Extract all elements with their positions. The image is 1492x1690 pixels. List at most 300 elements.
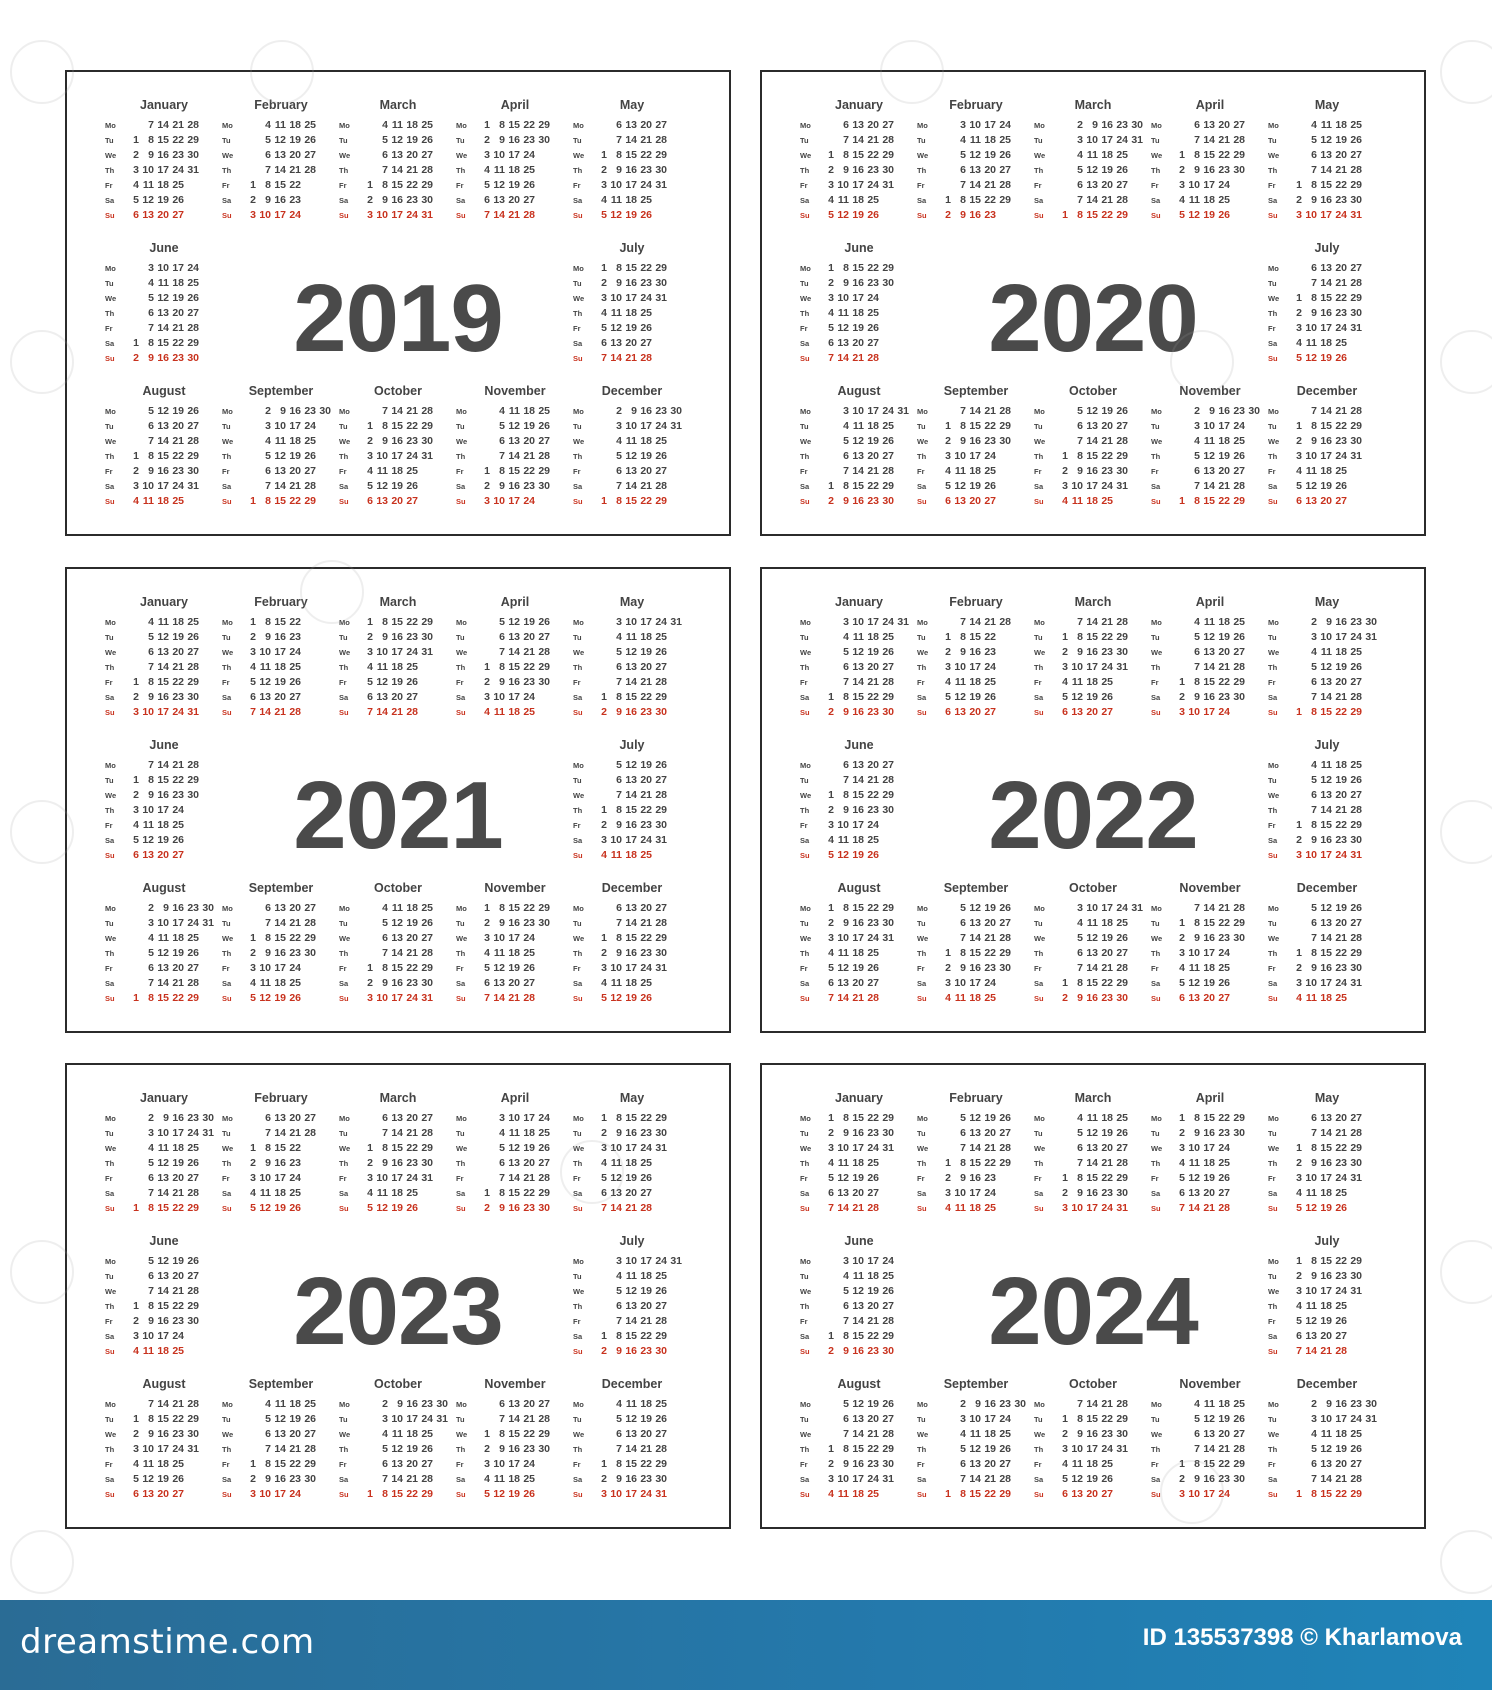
date-cell: 13: [157, 1270, 169, 1282]
date-cell: 5: [1296, 1202, 1302, 1214]
date-cell: 10: [852, 405, 864, 417]
weekday-row: [1034, 1427, 1152, 1442]
weekday-row: [917, 118, 1035, 133]
watermark-mark: [10, 800, 74, 864]
date-cell: 4: [1062, 1458, 1068, 1470]
date-cell: 17: [625, 834, 637, 846]
date-cell: 29: [999, 1488, 1011, 1500]
weekday-row: [1151, 675, 1269, 690]
weekday-label: Sa: [222, 482, 232, 491]
date-cell: 7: [616, 917, 622, 929]
date-cell: 7: [148, 119, 154, 131]
date-cell: 12: [625, 1413, 637, 1425]
month-name: February: [949, 98, 1003, 112]
date-cell: 6: [1311, 149, 1317, 161]
date-cell: 10: [493, 1458, 505, 1470]
date-cell: 16: [1203, 164, 1215, 176]
date-cell: 22: [172, 337, 184, 349]
month-block-april: [456, 1091, 574, 1219]
date-cell: 3: [843, 616, 849, 628]
date-cell: 20: [172, 420, 184, 432]
weekday-row: [456, 133, 574, 148]
date-cell: 12: [1320, 774, 1332, 786]
weekday-row: [917, 163, 1035, 178]
date-cell: 1: [601, 1112, 607, 1124]
date-cell: 20: [1203, 1187, 1215, 1199]
weekday-label: Sa: [456, 693, 466, 702]
watermark-mark: [1440, 330, 1492, 394]
weekday-row: [1151, 434, 1269, 449]
date-cell: 11: [508, 1127, 520, 1139]
date-cell: 15: [274, 495, 286, 507]
date-cell: 13: [610, 337, 622, 349]
date-cell: 18: [1101, 917, 1113, 929]
date-cell: 14: [157, 322, 169, 334]
date-cell: 24: [523, 149, 535, 161]
date-cell: 24: [640, 834, 652, 846]
date-cell: 29: [655, 932, 667, 944]
date-cell: 27: [1218, 992, 1230, 1004]
weekday-label: Th: [573, 166, 583, 175]
weekday-row: [1268, 306, 1386, 321]
date-cell: 4: [1179, 194, 1185, 206]
date-cell: 15: [157, 774, 169, 786]
date-cell: 19: [1320, 1315, 1332, 1327]
weekday-row: [222, 1141, 340, 1156]
date-cell: 4: [843, 631, 849, 643]
date-cell: 28: [187, 977, 199, 989]
date-cell: 9: [843, 1345, 849, 1357]
month-name: November: [484, 384, 546, 398]
date-cell: 10: [1305, 977, 1317, 989]
month-block-september: [222, 881, 340, 1009]
date-cell: 16: [391, 977, 403, 989]
date-cell: 9: [148, 789, 154, 801]
date-cell: 11: [493, 1473, 505, 1485]
weekday-label: Sa: [1268, 196, 1278, 205]
date-cell: 15: [157, 337, 169, 349]
date-cell: 11: [142, 495, 154, 507]
date-cell: 24: [999, 119, 1011, 131]
date-cell: 26: [640, 322, 652, 334]
weekday-label: Mo: [105, 618, 116, 627]
date-cell: 9: [1092, 119, 1098, 131]
weekday-label: Sa: [1034, 1475, 1044, 1484]
date-cell: 14: [493, 992, 505, 1004]
weekday-label: Fr: [1151, 1460, 1159, 1469]
date-cell: 15: [969, 631, 981, 643]
date-cell: 7: [1311, 405, 1317, 417]
date-cell: 3: [1077, 902, 1083, 914]
date-cell: 2: [133, 789, 139, 801]
weekday-label: Mo: [1268, 264, 1279, 273]
weekday-row: [1151, 494, 1269, 509]
watermark-mark: [10, 40, 74, 104]
date-cell: 26: [882, 435, 894, 447]
date-cell: 30: [1350, 435, 1362, 447]
weekday-row: [573, 833, 691, 848]
weekday-label: We: [573, 648, 585, 657]
date-cell: 30: [421, 435, 433, 447]
date-cell: 30: [1233, 691, 1245, 703]
date-cell: 26: [1116, 1127, 1128, 1139]
date-cell: 13: [274, 1112, 286, 1124]
date-cell: 18: [1335, 759, 1347, 771]
date-cell: 21: [406, 1127, 418, 1139]
weekday-row: [573, 788, 691, 803]
weekday-row: [800, 494, 918, 509]
date-cell: 3: [1296, 322, 1302, 334]
date-cell: 1: [133, 1202, 139, 1214]
weekday-label: Tu: [456, 1129, 465, 1138]
date-cell: 9: [148, 352, 154, 364]
weekday-label: Sa: [573, 1332, 583, 1341]
date-cell: 5: [1296, 1315, 1302, 1327]
date-cell: 22: [984, 420, 996, 432]
weekday-label: Mo: [800, 1257, 811, 1266]
date-cell: 4: [616, 1270, 622, 1282]
date-cell: 28: [999, 932, 1011, 944]
date-cell: 22: [640, 932, 652, 944]
weekday-row: [573, 991, 691, 1006]
date-cell: 4: [1077, 149, 1083, 161]
date-cell: 21: [172, 977, 184, 989]
date-cell: 20: [640, 1428, 652, 1440]
date-cell: 20: [1320, 495, 1332, 507]
date-cell: 2: [945, 1172, 951, 1184]
date-cell: 9: [1194, 932, 1200, 944]
date-cell: 5: [601, 992, 607, 1004]
date-cell: 22: [1335, 1488, 1347, 1500]
weekday-label: Sa: [573, 979, 583, 988]
weekday-row: [105, 1299, 223, 1314]
date-cell: 16: [625, 706, 637, 718]
date-cell: 17: [1203, 1488, 1215, 1500]
date-cell: 30: [421, 631, 433, 643]
weekday-row: [339, 1442, 457, 1457]
date-cell: 10: [625, 1255, 637, 1267]
date-cell: 17: [640, 616, 652, 628]
date-cell: 10: [142, 804, 154, 816]
date-cell: 15: [1203, 495, 1215, 507]
weekday-label: Su: [573, 1347, 583, 1356]
date-cell: 29: [421, 962, 433, 974]
month-block-september: [222, 1377, 340, 1505]
date-cell: 17: [391, 992, 403, 1004]
date-cell: 3: [1296, 849, 1302, 861]
date-cell: 21: [640, 917, 652, 929]
date-cell: 9: [1194, 1127, 1200, 1139]
date-cell: 13: [157, 646, 169, 658]
month-name: January: [140, 98, 188, 112]
date-cell: 29: [1350, 706, 1362, 718]
date-cell: 1: [828, 262, 834, 274]
date-cell: 25: [655, 1270, 667, 1282]
date-cell: 11: [391, 1428, 403, 1440]
weekday-row: [800, 419, 918, 434]
date-cell: 3: [843, 1255, 849, 1267]
date-cell: 22: [289, 495, 301, 507]
month-name: August: [837, 881, 881, 895]
date-cell: 22: [867, 1112, 879, 1124]
date-cell: 14: [969, 616, 981, 628]
month-name: March: [1074, 1091, 1112, 1105]
date-cell: 5: [250, 1202, 256, 1214]
date-cell: 20: [1101, 420, 1113, 432]
weekday-row: [800, 991, 918, 1006]
date-cell: 18: [172, 277, 184, 289]
weekday-row: [1034, 615, 1152, 630]
weekday-row: [339, 1472, 457, 1487]
weekday-label: Su: [1268, 851, 1278, 860]
weekday-label: We: [105, 1144, 117, 1153]
date-cell: 19: [172, 1157, 184, 1169]
date-cell: 14: [852, 1315, 864, 1327]
month-block-june: [105, 241, 223, 369]
date-cell: 9: [843, 706, 849, 718]
date-cell: 13: [1320, 676, 1332, 688]
weekday-label: Fr: [339, 1460, 347, 1469]
weekday-label: Su: [1268, 1204, 1278, 1213]
weekday-row: [917, 675, 1035, 690]
weekday-row: [917, 1397, 1035, 1412]
date-cell: 16: [274, 947, 286, 959]
date-cell: 27: [289, 691, 301, 703]
date-cell: 21: [289, 164, 301, 176]
date-cell: 20: [289, 465, 301, 477]
date-cell: 8: [499, 119, 505, 131]
date-cell: 22: [1218, 1112, 1230, 1124]
date-cell: 14: [508, 450, 520, 462]
calendar-card-2020: [760, 70, 1426, 536]
weekday-label: Tu: [917, 422, 926, 431]
date-cell: 23: [1218, 164, 1230, 176]
date-cell: 28: [1116, 962, 1128, 974]
date-cell: 13: [391, 932, 403, 944]
date-cell: 28: [304, 480, 316, 492]
weekday-label: Mo: [800, 761, 811, 770]
date-cell: 4: [1194, 1398, 1200, 1410]
weekday-row: [456, 645, 574, 660]
month-name: December: [601, 1377, 663, 1391]
weekday-label: We: [1268, 1144, 1280, 1153]
date-cell: 31: [1350, 1172, 1362, 1184]
date-cell: 23: [1335, 1157, 1347, 1169]
weekday-label: Su: [456, 1204, 466, 1213]
date-cell: 6: [265, 465, 271, 477]
weekday-label: Tu: [339, 422, 348, 431]
date-cell: 1: [250, 1142, 256, 1154]
weekday-label: Fr: [1034, 678, 1042, 687]
weekday-row: [1034, 479, 1152, 494]
weekday-row: [800, 705, 918, 720]
date-cell: 29: [1233, 495, 1245, 507]
weekday-row: [105, 1397, 223, 1412]
date-cell: 30: [999, 435, 1011, 447]
date-cell: 3: [1062, 1202, 1068, 1214]
weekday-row: [222, 1457, 340, 1472]
date-cell: 30: [1116, 646, 1128, 658]
date-cell: 29: [187, 337, 199, 349]
date-cell: 12: [852, 435, 864, 447]
date-cell: 16: [1335, 1398, 1347, 1410]
brand-logo[interactable]: dreamstime.com: [20, 1622, 315, 1662]
date-cell: 23: [1101, 646, 1113, 658]
date-cell: 5: [484, 962, 490, 974]
date-cell: 19: [157, 834, 169, 846]
calendar-card-2023: [65, 1063, 731, 1529]
date-cell: 22: [1101, 1413, 1113, 1425]
weekday-row: [1034, 434, 1152, 449]
weekday-label: Th: [105, 452, 115, 461]
date-cell: 11: [142, 179, 154, 191]
date-cell: 8: [148, 1202, 154, 1214]
weekday-row: [105, 803, 223, 818]
date-cell: 13: [259, 691, 271, 703]
weekday-row: [339, 1126, 457, 1141]
date-cell: 30: [655, 819, 667, 831]
date-cell: 29: [882, 480, 894, 492]
date-cell: 11: [142, 1458, 154, 1470]
date-cell: 22: [523, 1187, 535, 1199]
weekday-row: [1034, 118, 1152, 133]
date-cell: 23: [984, 646, 996, 658]
date-cell: 4: [250, 1187, 256, 1199]
weekday-label: Th: [105, 1159, 115, 1168]
weekday-row: [105, 276, 223, 291]
date-cell: 6: [1311, 676, 1317, 688]
date-cell: 19: [640, 646, 652, 658]
weekday-row: [339, 1156, 457, 1171]
date-cell: 1: [828, 902, 834, 914]
date-cell: 25: [882, 631, 894, 643]
date-cell: 10: [142, 480, 154, 492]
date-cell: 19: [1335, 774, 1347, 786]
date-cell: 21: [508, 992, 520, 1004]
date-cell: 4: [1296, 465, 1302, 477]
date-cell: 8: [843, 480, 849, 492]
date-cell: 27: [867, 337, 879, 349]
date-cell: 26: [289, 1202, 301, 1214]
date-cell: 15: [1320, 706, 1332, 718]
date-cell: 29: [999, 1157, 1011, 1169]
date-cell: 8: [148, 992, 154, 1004]
date-cell: 4: [1062, 676, 1068, 688]
date-cell: 29: [187, 1413, 199, 1425]
date-cell: 16: [1086, 465, 1098, 477]
date-cell: 14: [1086, 962, 1098, 974]
weekday-row: [339, 464, 457, 479]
weekday-label: Mo: [917, 1114, 928, 1123]
date-cell: 2: [1296, 435, 1302, 447]
date-cell: 12: [1320, 661, 1332, 673]
weekday-row: [573, 1397, 691, 1412]
date-cell: 16: [852, 706, 864, 718]
date-cell: 3: [367, 209, 373, 221]
date-cell: 6: [945, 495, 951, 507]
date-cell: 4: [133, 495, 139, 507]
date-cell: 15: [1320, 420, 1332, 432]
weekday-label: Sa: [222, 1189, 232, 1198]
date-cell: 2: [616, 405, 622, 417]
weekday-row: [1268, 773, 1386, 788]
weekday-row: [105, 705, 223, 720]
date-cell: 2: [1296, 1270, 1302, 1282]
weekday-row: [1268, 645, 1386, 660]
month-block-december: [573, 384, 691, 512]
weekday-row: [339, 1397, 457, 1412]
month-block-september: [917, 881, 1035, 1009]
date-cell: 26: [187, 631, 199, 643]
weekday-row: [105, 1472, 223, 1487]
weekday-row: [1034, 991, 1152, 1006]
date-cell: 3: [133, 164, 139, 176]
date-cell: 26: [1218, 1172, 1230, 1184]
date-cell: 28: [999, 179, 1011, 191]
weekday-row: [1151, 133, 1269, 148]
weekday-label: Tu: [573, 422, 582, 431]
date-cell: 15: [1203, 1112, 1215, 1124]
weekday-label: Th: [105, 949, 115, 958]
date-cell: 21: [406, 1473, 418, 1485]
month-name: January: [835, 1091, 883, 1105]
date-cell: 26: [1233, 1413, 1245, 1425]
date-cell: 22: [289, 932, 301, 944]
date-cell: 18: [969, 465, 981, 477]
date-cell: 12: [837, 849, 849, 861]
date-cell: 21: [274, 706, 286, 718]
date-cell: 19: [1218, 1413, 1230, 1425]
date-cell: 25: [289, 1187, 301, 1199]
weekday-row: [917, 615, 1035, 630]
date-cell: 13: [274, 902, 286, 914]
date-cell: 27: [172, 1488, 184, 1500]
date-cell: 11: [1320, 646, 1332, 658]
month-name: April: [1195, 1091, 1225, 1105]
date-cell: 30: [882, 495, 894, 507]
date-cell: 10: [954, 977, 966, 989]
weekday-label: We: [222, 1430, 234, 1439]
date-cell: 12: [157, 947, 169, 959]
date-cell: 29: [655, 262, 667, 274]
date-cell: 1: [484, 661, 490, 673]
weekday-label: Th: [800, 1445, 810, 1454]
date-cell: 28: [655, 789, 667, 801]
date-cell: 5: [1311, 661, 1317, 673]
date-cell: 18: [157, 819, 169, 831]
date-cell: 6: [616, 774, 622, 786]
date-cell: 4: [945, 676, 951, 688]
date-cell: 30: [1350, 834, 1362, 846]
date-cell: 4: [484, 1473, 490, 1485]
date-cell: 21: [625, 352, 637, 364]
weekday-label: We: [917, 151, 929, 160]
date-cell: 2: [1296, 834, 1302, 846]
weekday-label: Fr: [1151, 678, 1159, 687]
date-cell: 27: [187, 1270, 199, 1282]
date-cell: 21: [852, 992, 864, 1004]
weekday-label: Mo: [456, 618, 467, 627]
weekday-row: [1268, 464, 1386, 479]
weekday-label: Th: [105, 806, 115, 815]
weekday-row: [222, 961, 340, 976]
date-cell: 13: [1203, 1428, 1215, 1440]
weekday-row: [917, 946, 1035, 961]
date-cell: 6: [133, 209, 139, 221]
date-cell: 4: [1077, 1112, 1083, 1124]
date-cell: 26: [172, 834, 184, 846]
date-cell: 3: [1296, 450, 1302, 462]
